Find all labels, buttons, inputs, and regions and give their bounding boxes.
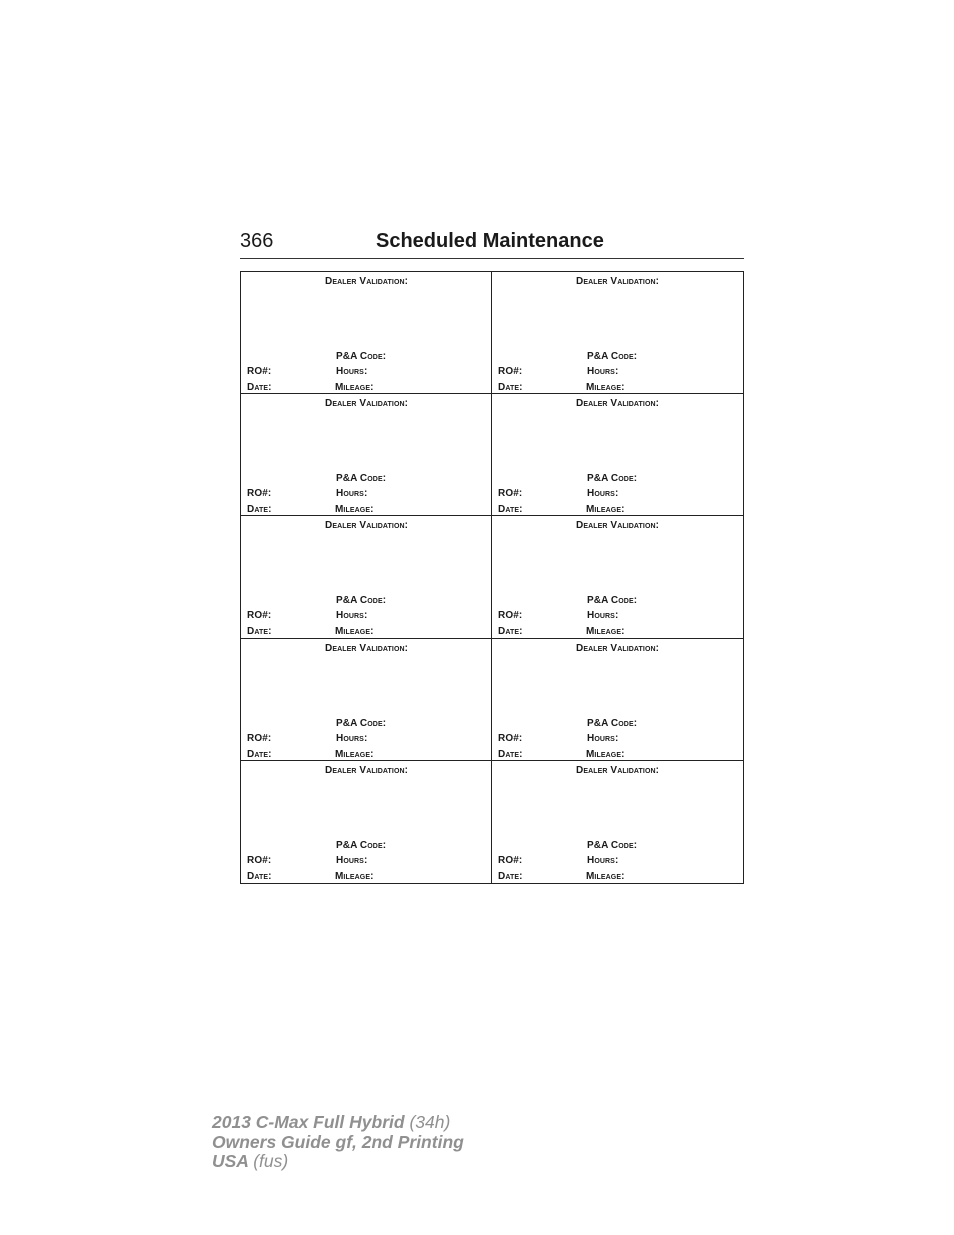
- dealer-validation-label: Dealer Validation:: [576, 520, 660, 532]
- pa-code-label: P&A Code:: [587, 595, 638, 607]
- record-cell[interactable]: [241, 394, 492, 516]
- dealer-validation-label: Dealer Validation:: [325, 642, 409, 654]
- footer-model-code: (34h): [409, 1112, 451, 1132]
- page-header: [240, 228, 744, 259]
- record-cell[interactable]: [492, 516, 743, 638]
- ro-number-label: RO#:: [247, 854, 272, 866]
- hours-label: Hours:: [587, 488, 619, 500]
- hours-label: Hours:: [336, 732, 368, 744]
- dealer-validation-label: Dealer Validation:: [576, 276, 660, 287]
- date-label: Date:: [247, 870, 272, 882]
- record-cell[interactable]: [492, 272, 743, 394]
- dealer-validation-label: Dealer Validation:: [325, 398, 409, 410]
- footer-line-1: [212, 1113, 464, 1133]
- mileage-label: Mileage:: [335, 870, 374, 882]
- ro-number-label: RO#:: [498, 488, 523, 500]
- mileage-label: Mileage:: [586, 626, 625, 638]
- date-label: Date:: [498, 382, 523, 393]
- ro-number-label: RO#:: [247, 488, 272, 500]
- maintenance-record-grid: [240, 271, 744, 884]
- ro-number-label: RO#:: [247, 610, 272, 622]
- document-footer: [212, 1113, 464, 1172]
- hours-label: Hours:: [336, 610, 368, 622]
- ro-number-label: RO#:: [498, 854, 523, 866]
- record-cell[interactable]: [492, 394, 743, 516]
- hours-label: Hours:: [336, 488, 368, 500]
- pa-code-label: P&A Code:: [587, 839, 638, 851]
- footer-market-code: (fus): [253, 1151, 289, 1171]
- date-label: Date:: [498, 504, 523, 516]
- ro-number-label: RO#:: [498, 366, 523, 377]
- hours-label: Hours:: [587, 732, 619, 744]
- hours-label: Hours:: [587, 366, 619, 377]
- date-label: Date:: [247, 626, 272, 638]
- record-cell[interactable]: [241, 272, 492, 394]
- date-label: Date:: [247, 504, 272, 516]
- ro-number-label: RO#:: [498, 732, 523, 744]
- pa-code-label: P&A Code:: [336, 839, 387, 851]
- page-number: 366: [240, 230, 274, 252]
- pa-code-label: P&A Code:: [336, 351, 387, 362]
- mileage-label: Mileage:: [335, 626, 374, 638]
- date-label: Date:: [247, 748, 272, 760]
- ro-number-label: RO#:: [247, 732, 272, 744]
- mileage-label: Mileage:: [335, 748, 374, 760]
- footer-line-2: Owners Guide gf, 2nd Printing: [212, 1131, 464, 1152]
- section-title: Scheduled Maintenance: [376, 230, 604, 252]
- footer-model: 2013 C-Max Full Hybrid: [212, 1112, 405, 1132]
- dealer-validation-label: Dealer Validation:: [576, 764, 660, 776]
- record-cell[interactable]: [241, 639, 492, 761]
- date-label: Date:: [498, 870, 523, 882]
- record-cell[interactable]: [492, 761, 743, 883]
- pa-code-label: P&A Code:: [587, 473, 638, 485]
- hours-label: Hours:: [336, 854, 368, 866]
- footer-line-3: [212, 1152, 464, 1172]
- mileage-label: Mileage:: [335, 382, 374, 393]
- dealer-validation-label: Dealer Validation:: [325, 520, 409, 532]
- date-label: Date:: [498, 626, 523, 638]
- mileage-label: Mileage:: [586, 504, 625, 516]
- dealer-validation-label: Dealer Validation:: [325, 276, 409, 287]
- dealer-validation-label: Dealer Validation:: [576, 398, 660, 410]
- mileage-label: Mileage:: [586, 382, 625, 393]
- pa-code-label: P&A Code:: [587, 717, 638, 729]
- dealer-validation-label: Dealer Validation:: [576, 642, 660, 654]
- mileage-label: Mileage:: [586, 870, 625, 882]
- record-cell[interactable]: [241, 761, 492, 883]
- pa-code-label: P&A Code:: [336, 595, 387, 607]
- date-label: Date:: [247, 382, 272, 393]
- pa-code-label: P&A Code:: [587, 351, 638, 362]
- mileage-label: Mileage:: [586, 748, 625, 760]
- pa-code-label: P&A Code:: [336, 717, 387, 729]
- hours-label: Hours:: [336, 366, 368, 377]
- ro-number-label: RO#:: [247, 366, 272, 377]
- mileage-label: Mileage:: [335, 504, 374, 516]
- record-cell[interactable]: [241, 516, 492, 638]
- hours-label: Hours:: [587, 854, 619, 866]
- hours-label: Hours:: [587, 610, 619, 622]
- dealer-validation-label: Dealer Validation:: [325, 764, 409, 776]
- pa-code-label: P&A Code:: [336, 473, 387, 485]
- ro-number-label: RO#:: [498, 610, 523, 622]
- record-cell[interactable]: [492, 639, 743, 761]
- footer-market: USA: [212, 1151, 249, 1171]
- date-label: Date:: [498, 748, 523, 760]
